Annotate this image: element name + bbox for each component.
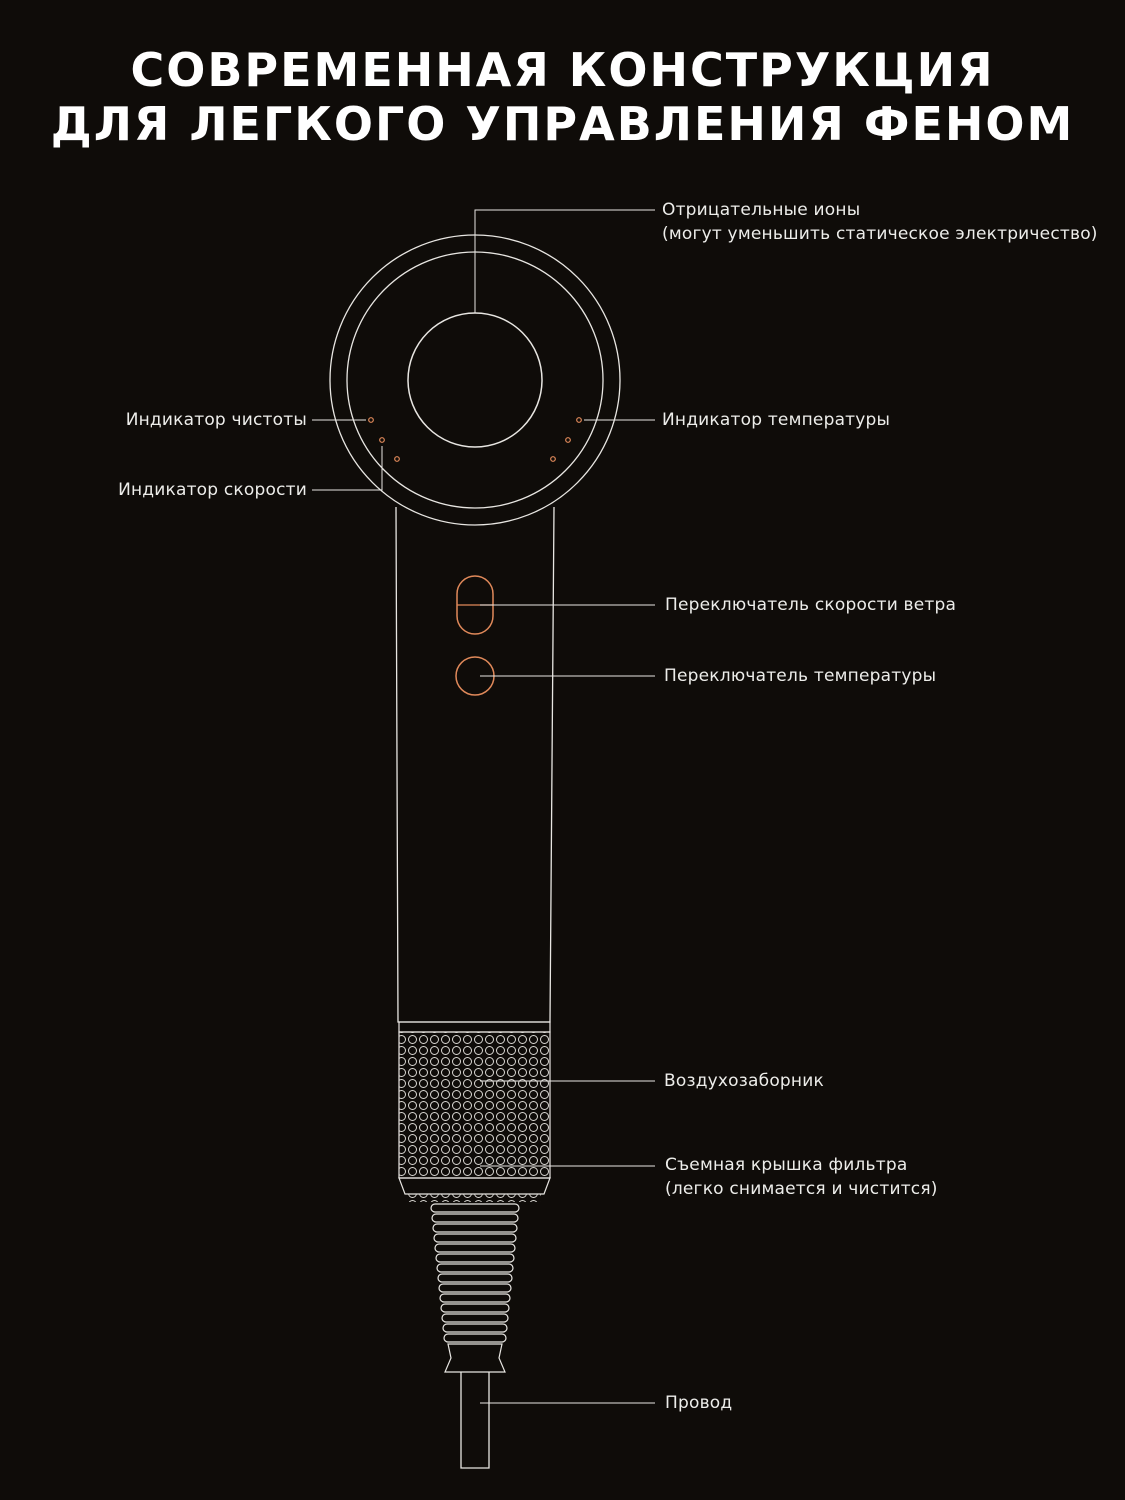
label-ions-line-2: (могут уменьшить статическое электричество) [662, 224, 1098, 244]
label-ions-line-1: Отрицательные ионы [662, 200, 861, 220]
temp-indicator-dot-3 [551, 457, 556, 462]
speed-indicator-dot-1 [380, 438, 385, 443]
label-filter-line-1: Съемная крышка фильтра [665, 1155, 908, 1175]
temp-indicator-dot-1 [577, 418, 582, 423]
title-line-2: ДЛЯ ЛЕГКОГО УПРАВЛЕНИЯ ФЕНОМ [50, 97, 1075, 151]
leader-speed-indicator [312, 446, 382, 490]
clean-indicator-dot [369, 418, 374, 423]
cord [461, 1372, 489, 1468]
label-speed-indicator: Индикатор скорости [118, 480, 307, 500]
speed-indicator-dot-2 [395, 457, 400, 462]
label-temp-switch: Переключатель температуры [664, 666, 937, 686]
dryer-handle [396, 507, 554, 1022]
label-temp-indicator: Индикатор температуры [662, 410, 891, 430]
label-cord: Провод [665, 1393, 733, 1413]
label-air-intake: Воздухозаборник [664, 1071, 824, 1091]
label-clean-indicator: Индикатор чистоты [125, 410, 307, 430]
title-line-1: СОВРЕМЕННАЯ КОНСТРУКЦИЯ [130, 43, 995, 97]
leader-ions [475, 210, 655, 313]
filter-cover-bottom [399, 1178, 550, 1194]
dryer-center-opening [408, 313, 542, 447]
air-intake-mesh [399, 1032, 550, 1178]
air-intake-cap-top [399, 1022, 550, 1032]
cord-guard [431, 1204, 519, 1372]
label-speed-switch: Переключатель скорости ветра [665, 595, 957, 615]
temp-indicator-dot-2 [566, 438, 571, 443]
label-filter-line-2: (легко снимается и чистится) [665, 1179, 938, 1199]
